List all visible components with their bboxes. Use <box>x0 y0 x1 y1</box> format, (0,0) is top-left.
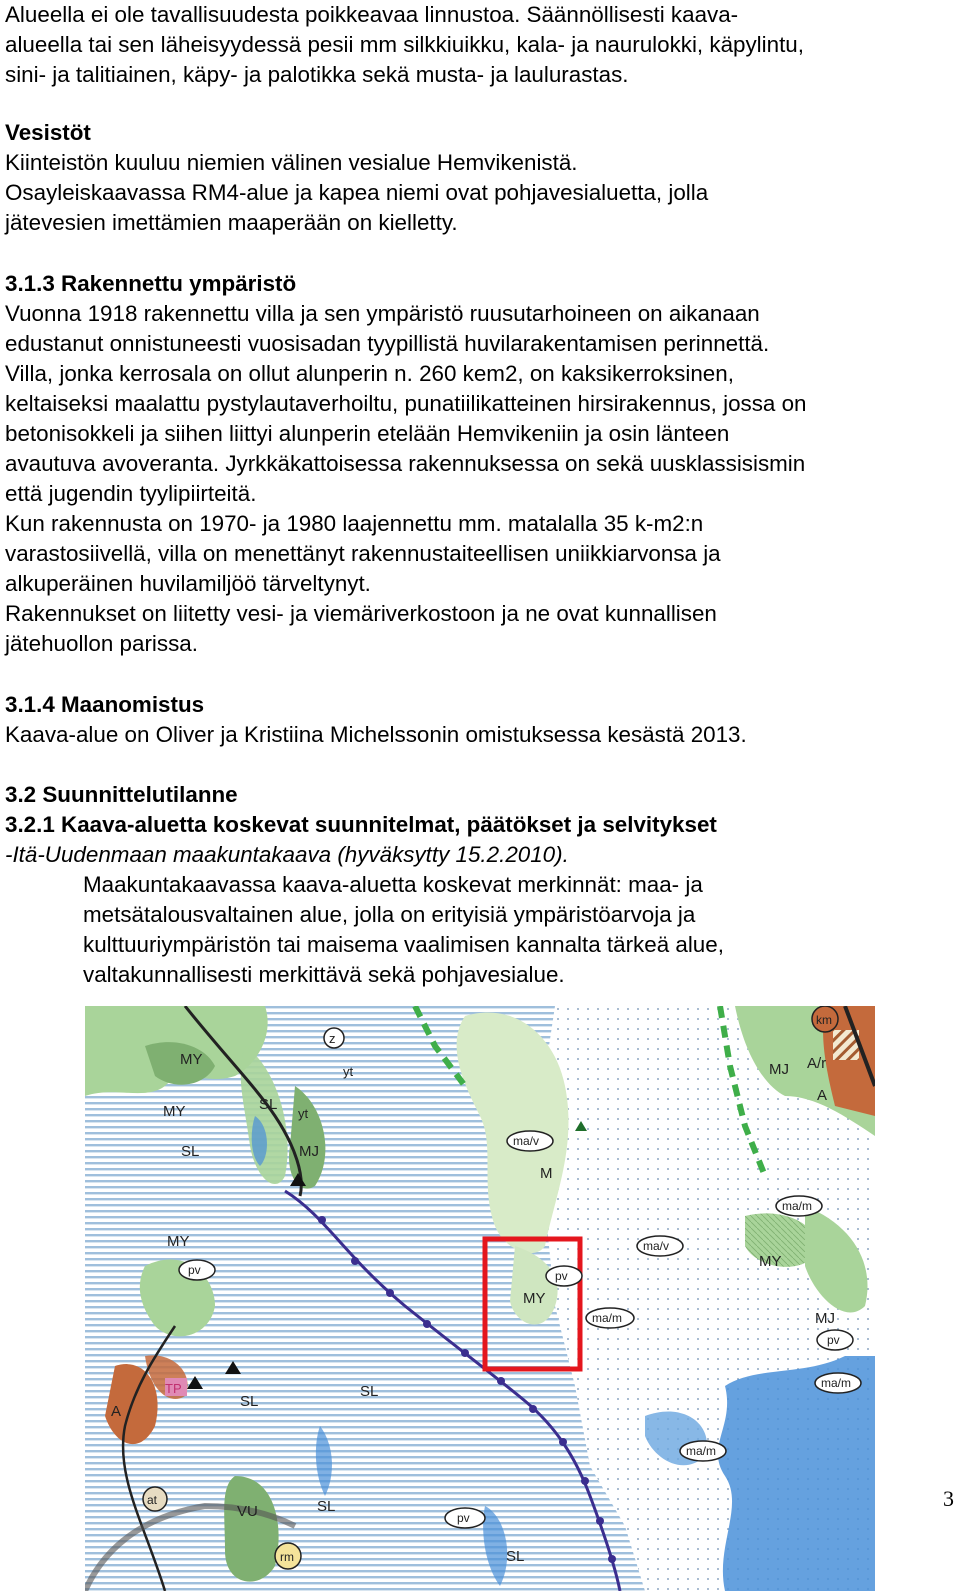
text-line: Osayleiskaavassa RM4-alue ja kapea niemi ovat pohjavesialuetta, jolla <box>5 180 709 205</box>
text-line: jätevesien imettämien maaperään on kielletty. <box>5 210 458 235</box>
text-line: Alueella ei ole tavallisuudesta poikkeavaa linnustoa. Säännöllisesti kaava- <box>5 2 739 27</box>
map-label: MY <box>759 1253 782 1270</box>
map-label: TP <box>165 1381 182 1396</box>
map-label: at <box>147 1493 158 1507</box>
map-label: MJ <box>815 1310 835 1327</box>
regional-plan-map <box>85 1006 875 1591</box>
text-line: Kiinteistön kuuluu niemien välinen vesialue Hemvikenistä. <box>5 150 578 175</box>
text-line: Maakuntakaavassa kaava-aluetta koskevat merkinnät: maa- ja <box>83 872 703 897</box>
map-label: MJ <box>299 1143 319 1160</box>
map-label: SL <box>317 1498 336 1515</box>
map-label: MY <box>163 1103 186 1120</box>
map-label: SL <box>259 1096 278 1113</box>
text-line: Villa, jonka kerrosala on ollut alunperin n. 260 kem2, on kaksikerroksinen, <box>5 361 734 386</box>
text-line: varastosiivellä, villa on menettänyt rakennustaiteellisen uniikkiarvonsa ja <box>5 541 721 566</box>
text-line: keltaiseksi maalattu pystylautaverhoiltu, punatiilikatteinen hirsirakennus, jossa on <box>5 391 807 416</box>
plan-reference: -Itä-Uudenmaan maakuntakaava (hyväksytty 15.2.2010). <box>5 842 569 867</box>
map-label: MY <box>180 1051 203 1068</box>
text-line: betonisokkeli ja siihen liittyi alunperin etelään Hemvikeniin ja osin länteen <box>5 421 730 446</box>
map-label: A <box>817 1087 828 1104</box>
map-label: MY <box>167 1233 190 1250</box>
section-heading-maanomistus: 3.1.4 Maanomistus <box>5 692 205 717</box>
text-line: että jugendin tyylipiirteitä. <box>5 481 257 506</box>
map-label: MY <box>523 1290 546 1307</box>
section-heading-suunnittelutilanne: 3.2 Suunnittelutilanne <box>5 782 238 807</box>
map-label: ma/m <box>592 1311 622 1325</box>
map-label: pv <box>188 1263 201 1277</box>
text-line: edustanut onnistuneesti vuosisadan tyypillistä huvilarakentamisen perinnettä. <box>5 331 770 356</box>
map-label: ma/m <box>821 1376 851 1390</box>
map-label: A/r <box>807 1055 827 1072</box>
map-label: rm <box>280 1550 294 1564</box>
map-label: SL <box>240 1393 259 1410</box>
map-label: ma/m <box>686 1444 716 1458</box>
text-line: Rakennukset on liitetty vesi- ja viemäriverkostoon ja ne ovat kunnallisen <box>5 601 717 626</box>
map-label: pv <box>555 1269 568 1283</box>
map-label: SL <box>360 1383 379 1400</box>
map-label: ma/v <box>513 1134 540 1148</box>
page-number: 3 <box>943 1486 954 1511</box>
map-label: km <box>816 1013 832 1027</box>
map-label: z <box>329 1031 336 1046</box>
text-line: valtakunnallisesti merkittävä sekä pohjavesialue. <box>83 962 565 987</box>
text-line: jätehuollon parissa. <box>5 631 198 656</box>
text-line: Kaava-alue on Oliver ja Kristiina Michelssonin omistuksessa kesästä 2013. <box>5 722 747 747</box>
text-line: Kun rakennusta on 1970- ja 1980 laajennettu mm. matalalla 35 k-m2:n <box>5 511 704 536</box>
text-line: sini- ja talitiainen, käpy- ja palotikka sekä musta- ja laulurastas. <box>5 62 629 87</box>
text-line: avautuva avoveranta. Jyrkkäkattoisessa rakennuksessa on sekä uusklassisismin <box>5 451 806 476</box>
map-label: VU <box>237 1503 258 1520</box>
text-line: alkuperäinen huvilamiljöö tärveltynyt. <box>5 571 371 596</box>
text-line: alueella tai sen läheisyydessä pesii mm silkkiuikku, kala- ja naurulokki, käpylintu, <box>5 32 804 57</box>
map-label: yt <box>298 1106 309 1121</box>
text-line: kulttuuriympäristön tai maisema vaalimisen kannalta tärkeä alue, <box>83 932 724 957</box>
map-label: ma/m <box>782 1199 812 1213</box>
map-label: SL <box>181 1143 200 1160</box>
map-label: M <box>540 1165 553 1182</box>
text-line: Vuonna 1918 rakennettu villa ja sen ympäristö ruusutarhoineen on aikanaan <box>5 301 760 326</box>
section-heading-rakennettu: 3.1.3 Rakennettu ympäristö <box>5 271 297 296</box>
map-label: ma/v <box>643 1239 670 1253</box>
map-label: A <box>111 1403 122 1420</box>
map-label: yt <box>343 1064 354 1079</box>
map-label: pv <box>457 1511 470 1525</box>
map-label: SL <box>506 1548 525 1565</box>
subsection-heading: 3.2.1 Kaava-aluetta koskevat suunnitelmat, päätökset ja selvitykset <box>5 812 717 837</box>
map-label: pv <box>827 1333 840 1347</box>
section-heading-vesistot: Vesistöt <box>5 120 91 145</box>
map-label: MJ <box>769 1061 789 1078</box>
text-line: metsätalousvaltainen alue, jolla on erityisiä ympäristöarvoja ja <box>83 902 696 927</box>
